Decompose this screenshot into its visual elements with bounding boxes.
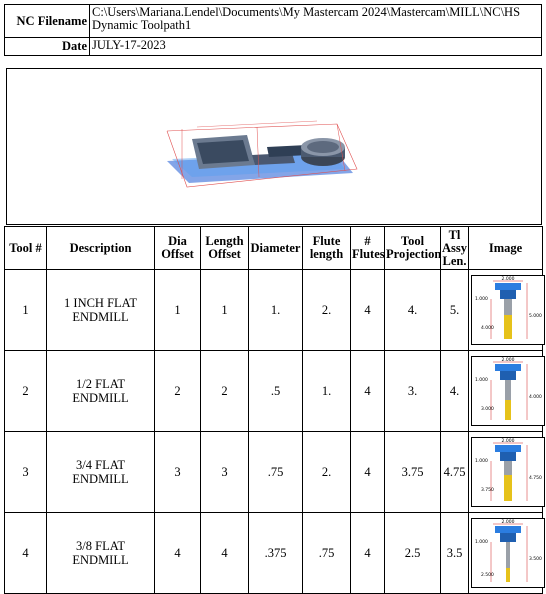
assy-len: 4. — [441, 351, 469, 432]
table-row — [5, 432, 543, 513]
tool-projection: 3. — [385, 351, 441, 432]
flutes: 4 — [351, 351, 385, 432]
tool-description: 1/2 FLAT ENDMILL — [47, 351, 155, 432]
tool-description: 3/4 FLAT ENDMILL — [47, 432, 155, 513]
flute-icon — [504, 315, 512, 339]
table-row — [5, 270, 543, 351]
holder-icon — [495, 526, 521, 533]
toolpath-preview-image — [6, 68, 542, 225]
col-description: Description — [47, 227, 155, 270]
col-flute-length: Flute length — [303, 227, 351, 270]
tool-projection: 2.5 — [385, 513, 441, 594]
col-length-offset: Length Offset — [201, 227, 249, 270]
header-table — [4, 4, 542, 56]
tool-image-cell — [469, 513, 543, 594]
assy-len: 3.5 — [441, 513, 469, 594]
dim-bottom: 3.000 — [481, 407, 494, 412]
holder-icon — [495, 445, 521, 452]
col-image: Image — [469, 227, 543, 270]
dim-bottom: 4.000 — [481, 326, 494, 331]
tool-num: 3 — [5, 432, 47, 513]
date-label: Date — [5, 38, 90, 56]
flute-icon — [504, 475, 512, 501]
flute-length: .75 — [303, 513, 351, 594]
col-tool-projection: Tool Projection — [385, 227, 441, 270]
dim-top: 2.000 — [501, 358, 515, 363]
dim-right: 4.000 — [529, 395, 542, 400]
date-value: JULY-17-2023 — [90, 38, 542, 56]
table-row — [5, 513, 543, 594]
dim-bottom: 2.500 — [481, 573, 494, 578]
diameter: .5 — [249, 351, 303, 432]
dia-offset: 2 — [155, 351, 201, 432]
part-render — [7, 69, 541, 224]
flute-length: 2. — [303, 432, 351, 513]
flute-icon — [505, 400, 511, 420]
table-row — [5, 351, 543, 432]
diameter: 1. — [249, 270, 303, 351]
nc-filename-label: NC Filename — [5, 5, 90, 38]
tool-image-cell — [469, 432, 543, 513]
dim-left: 1.000 — [475, 297, 488, 302]
tool-image — [471, 275, 545, 345]
dim-bottom: 3.750 — [481, 488, 494, 493]
tool-num: 2 — [5, 351, 47, 432]
holder-icon — [495, 283, 521, 290]
tool-image-cell — [469, 270, 543, 351]
nc-filename-value: C:\Users\Mariana.Lendel\Documents\My Mastercam 2024\Mastercam\MILL\NC\HS Dynamic Toolpath1 — [90, 5, 542, 38]
length-offset: 4 — [201, 513, 249, 594]
dim-right: 3.500 — [529, 557, 542, 562]
length-offset: 3 — [201, 432, 249, 513]
tool-projection: 3.75 — [385, 432, 441, 513]
assy-len: 4.75 — [441, 432, 469, 513]
dim-right: 5.000 — [529, 314, 542, 319]
flutes: 4 — [351, 513, 385, 594]
flutes: 4 — [351, 270, 385, 351]
tool-table — [4, 226, 543, 594]
tool-num: 4 — [5, 513, 47, 594]
col-diameter: Diameter — [249, 227, 303, 270]
length-offset: 1 — [201, 270, 249, 351]
assy-len: 5. — [441, 270, 469, 351]
tool-image-cell — [469, 351, 543, 432]
col-flutes: # Flutes — [351, 227, 385, 270]
diameter: .375 — [249, 513, 303, 594]
dim-top: 2.000 — [501, 520, 515, 525]
col-dia-offset: Dia Offset — [155, 227, 201, 270]
dim-left: 1.000 — [475, 540, 488, 545]
tool-projection: 4. — [385, 270, 441, 351]
diameter: .75 — [249, 432, 303, 513]
dia-offset: 3 — [155, 432, 201, 513]
flute-length: 2. — [303, 270, 351, 351]
tool-description: 3/8 FLAT ENDMILL — [47, 513, 155, 594]
tool-table-header — [5, 227, 543, 270]
flute-length: 1. — [303, 351, 351, 432]
dia-offset: 1 — [155, 270, 201, 351]
tool-description: 1 INCH FLAT ENDMILL — [47, 270, 155, 351]
dia-offset: 4 — [155, 513, 201, 594]
col-tool-num: Tool # — [5, 227, 47, 270]
dim-right: 4.750 — [529, 476, 542, 481]
dim-left: 1.000 — [475, 459, 488, 464]
length-offset: 2 — [201, 351, 249, 432]
tool-image — [471, 437, 545, 507]
dim-top: 2.000 — [501, 439, 515, 444]
tool-image — [471, 518, 545, 588]
col-assy-len: Tl Assy Len. — [442, 227, 468, 268]
flute-icon — [506, 568, 510, 582]
tool-num: 1 — [5, 270, 47, 351]
flutes: 4 — [351, 432, 385, 513]
tool-image — [471, 356, 545, 426]
dim-left: 1.000 — [475, 378, 488, 383]
holder-icon — [495, 364, 521, 371]
dim-top: 2.000 — [501, 277, 515, 282]
